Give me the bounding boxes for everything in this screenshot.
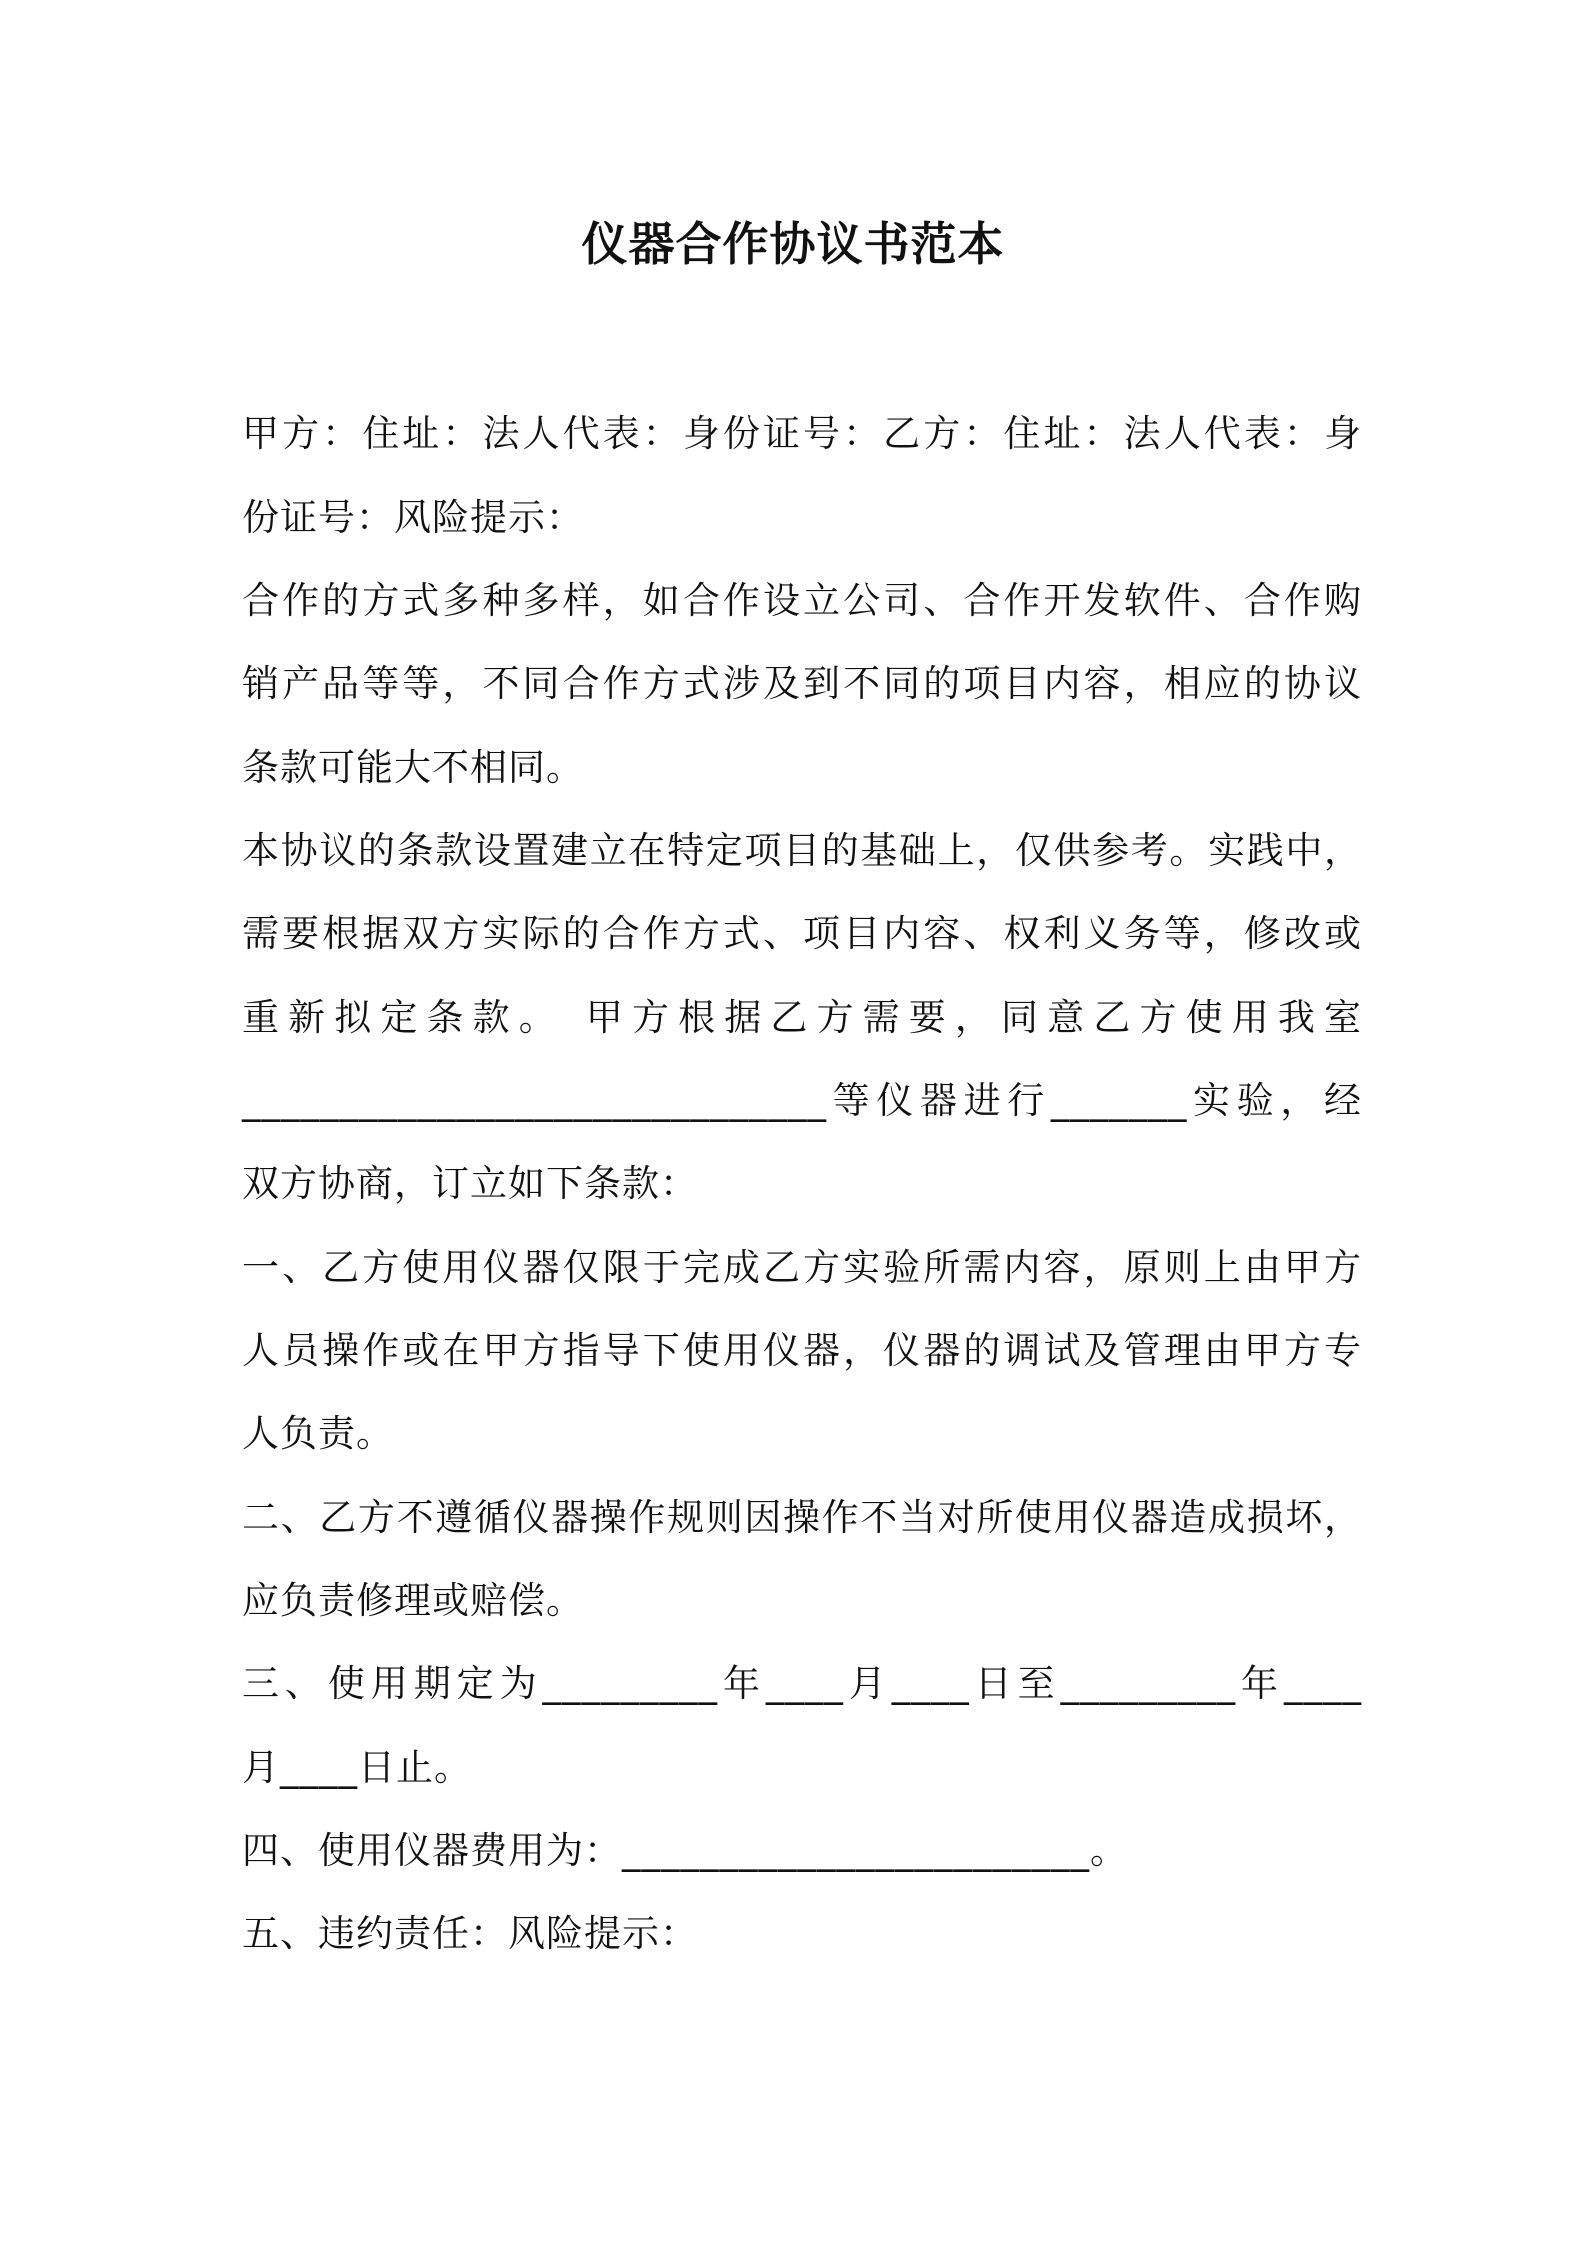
text-line-cooperation-1: 合作的方式多种多样，如合作设立公司、合作开发软件、合作购 [242, 579, 1362, 622]
text-line-cooperation-3: 条款可能大不相同。 [242, 746, 584, 789]
text-line-risk-note: 份证号：风险提示： [242, 496, 584, 539]
text-line-instrument-blank: ______________________________等仪器进行_______实验，经 [242, 1079, 1362, 1122]
text-line-clause-1b: 人员操作或在甲方指导下使用仪器，仪器的调试及管理由甲方专 [242, 1329, 1362, 1372]
text-line-reference-3: 重新拟定条款。 甲方根据乙方需要，同意乙方使用我室 [242, 996, 1362, 1039]
text-line-clause-1a: 一、乙方使用仪器仅限于完成乙方实验所需内容，原则上由甲方 [242, 1246, 1362, 1289]
text-line-clause-3b: 月____日止。 [242, 1746, 472, 1789]
text-line-agreement-intro: 双方协商，订立如下条款： [242, 1162, 698, 1205]
text-line-clause-1c: 人负责。 [242, 1412, 394, 1455]
text-line-clause-2b: 应负责修理或赔偿。 [242, 1579, 584, 1622]
text-line-clause-4: 四、使用仪器费用为：________________________。 [242, 1829, 1128, 1872]
text-line-clause-3a: 三、使用期定为_________年____月____日至_________年____ [242, 1662, 1362, 1705]
text-line-cooperation-2: 销产品等等，不同合作方式涉及到不同的项目内容，相应的协议 [242, 662, 1362, 705]
text-line-clause-2a: 二、乙方不遵循仪器操作规则因操作不当对所使用仪器造成损坏， [242, 1496, 1362, 1539]
text-line-reference-1: 本协议的条款设置建立在特定项目的基础上，仅供参考。实践中， [242, 829, 1362, 872]
document-title: 仪器合作协议书范本 [581, 217, 1005, 271]
text-line-clause-5: 五、违约责任：风险提示： [242, 1912, 698, 1955]
text-line-party-info: 甲方：住址：法人代表：身份证号：乙方：住址：法人代表：身 [242, 412, 1362, 455]
text-line-reference-2: 需要根据双方实际的合作方式、项目内容、权利义务等，修改或 [242, 912, 1362, 955]
